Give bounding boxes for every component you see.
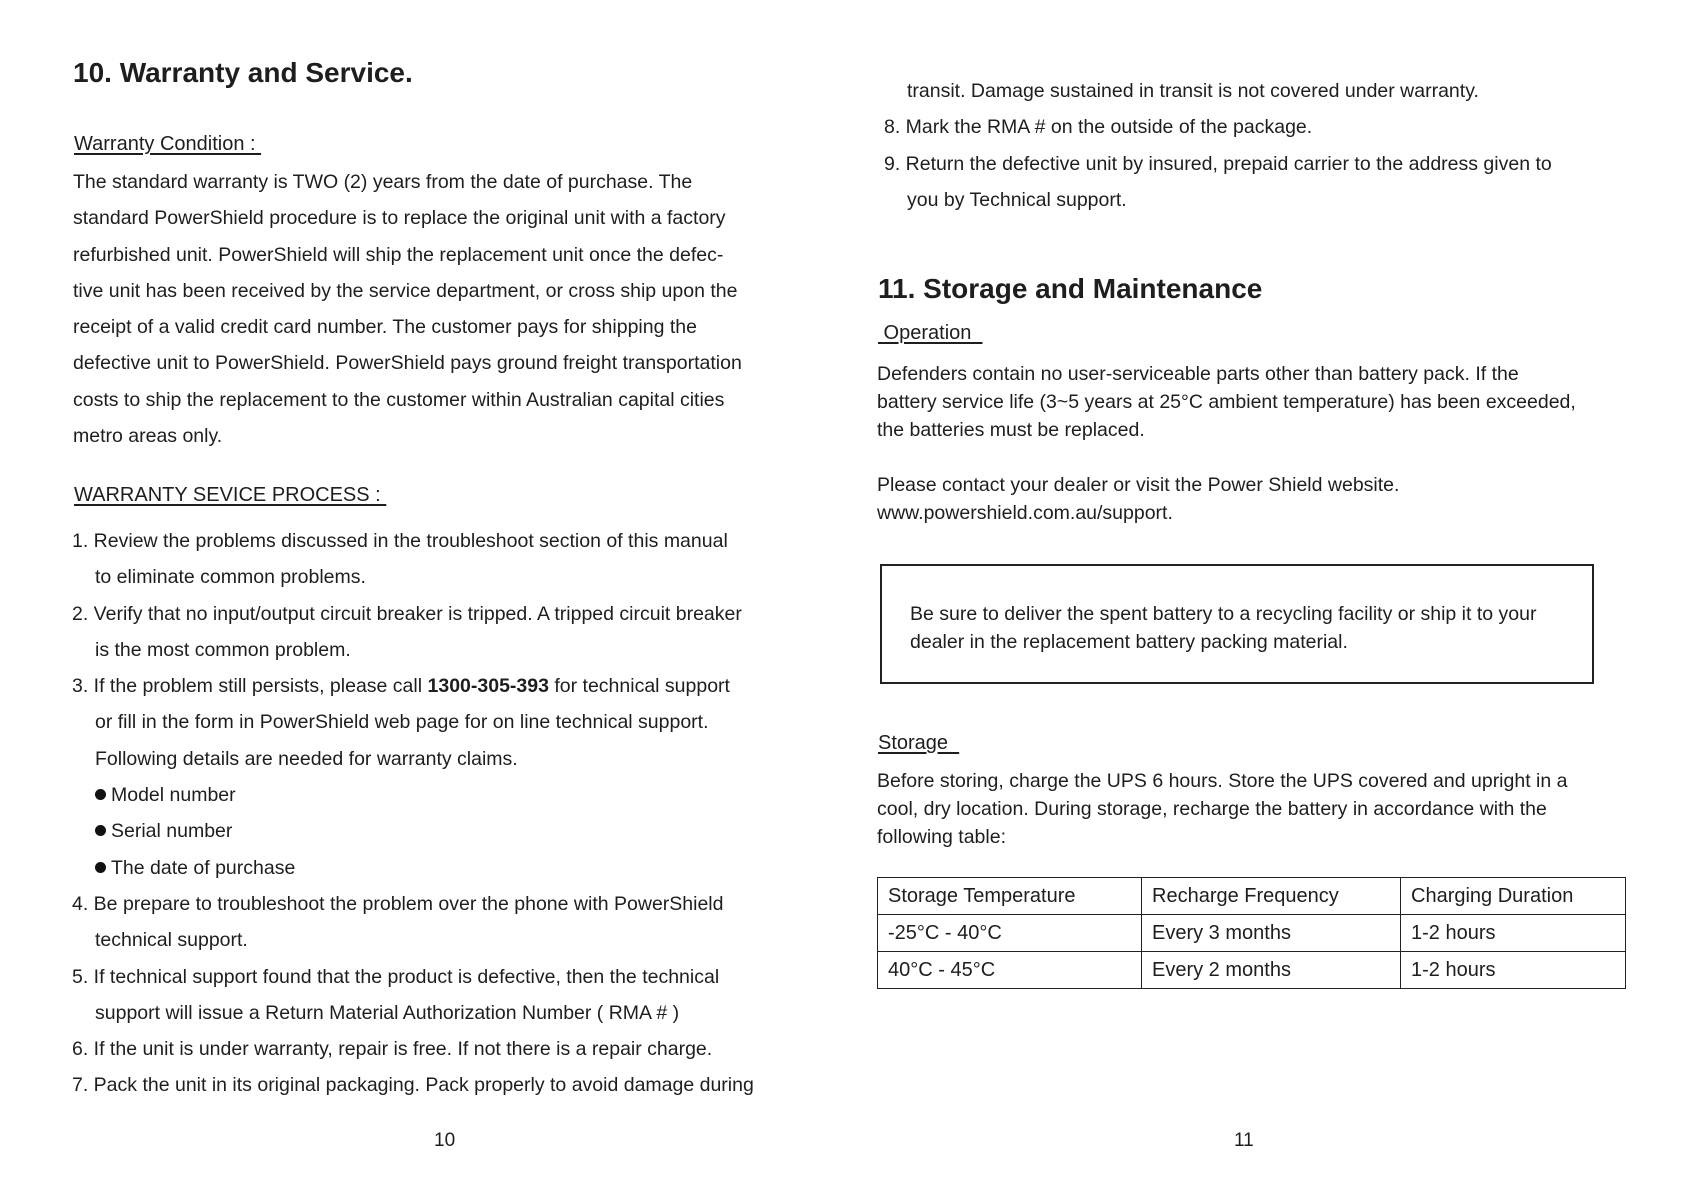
table-header-row	[878, 878, 1626, 915]
text-line: refurbished unit. PowerShield will ship the replacement unit once the defec-	[73, 243, 724, 266]
storage-text	[877, 767, 1567, 851]
operation-heading: Operation	[878, 322, 983, 344]
text-line: receipt of a valid credit card number. The customer pays for shipping the	[73, 316, 697, 339]
storage-recharge-table	[877, 877, 1626, 989]
table-header-cell: Storage Temperature	[878, 878, 1142, 915]
step3-text-end: for technical support	[548, 675, 730, 698]
warranty-process-list	[72, 523, 754, 1104]
list-item-5: 5. If technical support found that the product is defective, then the technical	[72, 965, 720, 988]
page-number-right: 11	[1234, 1130, 1254, 1151]
bullet-date-of-purchase: The date of purchase	[72, 850, 754, 886]
table-cell: Every 2 months	[1142, 952, 1401, 989]
list-item-3-cont: Following details are needed for warranty claims.	[95, 747, 518, 770]
warranty-process-heading: WARRANTY SEVICE PROCESS :	[74, 484, 387, 506]
text-line: Be sure to deliver the spent battery to a recycling facility or ship it to your	[910, 603, 1537, 625]
bullet-serial-number: Serial number	[72, 813, 754, 849]
list-item-7: 7. Pack the unit in its original packaging. Pack properly to avoid damage during	[72, 1074, 754, 1097]
list-item-1-cont: to eliminate common problems.	[95, 566, 366, 589]
text-line: following table:	[877, 826, 1006, 848]
support-website-link[interactable]: www.powershield.com.au/support.	[877, 502, 1173, 524]
table-header-cell: Charging Duration	[1401, 878, 1626, 915]
table-cell: -25°C - 40°C	[878, 915, 1142, 952]
support-phone-number: 1300-305-393	[427, 675, 549, 698]
list-item-3-cont: or fill in the form in PowerShield web page for on line technical support.	[95, 711, 709, 734]
table-cell: Every 3 months	[1142, 915, 1401, 952]
section-title-storage: 11. Storage and Maintenance	[878, 273, 1263, 304]
text-line: Please contact your dealer or visit the Power Shield website.	[877, 474, 1400, 496]
text-line: costs to ship the replacement to the customer within Australian capital cities	[73, 388, 725, 411]
storage-heading: Storage	[878, 732, 960, 754]
contact-text	[877, 471, 1399, 527]
text-line: The standard warranty is TWO (2) years from the date of purchase. The	[73, 171, 693, 193]
list-item-2-cont: is the most common problem.	[95, 638, 351, 661]
list-item-1: 1. Review the problems discussed in the troubleshoot section of this manual	[72, 530, 728, 552]
recycling-notice-box	[880, 564, 1594, 684]
text-line: defective unit to PowerShield. PowerShield pays ground freight transportation	[73, 352, 742, 375]
table-cell: 40°C - 45°C	[878, 952, 1142, 989]
list-item-4: 4. Be prepare to troubleshoot the problem over the phone with PowerShield	[72, 892, 724, 915]
list-item-3	[72, 668, 754, 704]
text-line: battery service life (3~5 years at 25°C ambient temperature) has been exceeded,	[877, 391, 1576, 413]
list-item-7-cont: transit. Damage sustained in transit is not covered under warranty.	[907, 80, 1479, 102]
table-row	[878, 952, 1626, 989]
table-header-cell: Recharge Frequency	[1142, 878, 1401, 915]
table-cell: 1-2 hours	[1401, 952, 1626, 989]
text-line: metro areas only.	[73, 425, 223, 448]
list-item-2: 2. Verify that no input/output circuit breaker is tripped. A tripped circuit breaker	[72, 602, 742, 625]
list-item-9-cont: you by Technical support.	[907, 189, 1127, 211]
text-line: standard PowerShield procedure is to replace the original unit with a factory	[73, 207, 726, 230]
list-item-8: 8. Mark the RMA # on the outside of the package.	[884, 116, 1313, 138]
page-number-left: 10	[434, 1130, 456, 1151]
text-line: cool, dry location. During storage, recharge the battery in accordance with the	[877, 798, 1547, 820]
list-item-5-cont: support will issue a Return Material Authorization Number ( RMA # )	[95, 1001, 680, 1024]
text-line: Before storing, charge the UPS 6 hours. Store the UPS covered and upright in a	[877, 770, 1568, 792]
text-line: tive unit has been received by the service department, or cross ship upon the	[73, 279, 738, 302]
warranty-condition-heading: Warranty Condition :	[74, 133, 262, 155]
table-cell: 1-2 hours	[1401, 915, 1626, 952]
text-line: dealer in the replacement battery packing material.	[910, 631, 1348, 653]
list-item-6: 6. If the unit is under warranty, repair is free. If not there is a repair charge.	[72, 1038, 713, 1061]
bullet-model-number: Model number	[72, 777, 754, 813]
warranty-condition-text	[73, 164, 742, 454]
step3-text: 3. If the problem still persists, please call	[72, 675, 428, 698]
text-line: Defenders contain no user-serviceable parts other than battery pack. If the	[877, 363, 1519, 385]
table-row	[878, 915, 1626, 952]
text-line: the batteries must be replaced.	[877, 419, 1145, 441]
operation-text	[877, 360, 1576, 444]
list-item-4-cont: technical support.	[95, 929, 248, 952]
list-item-9: 9. Return the defective unit by insured, prepaid carrier to the address given to	[884, 153, 1552, 175]
section-title-warranty: 10. Warranty and Service.	[73, 57, 413, 88]
